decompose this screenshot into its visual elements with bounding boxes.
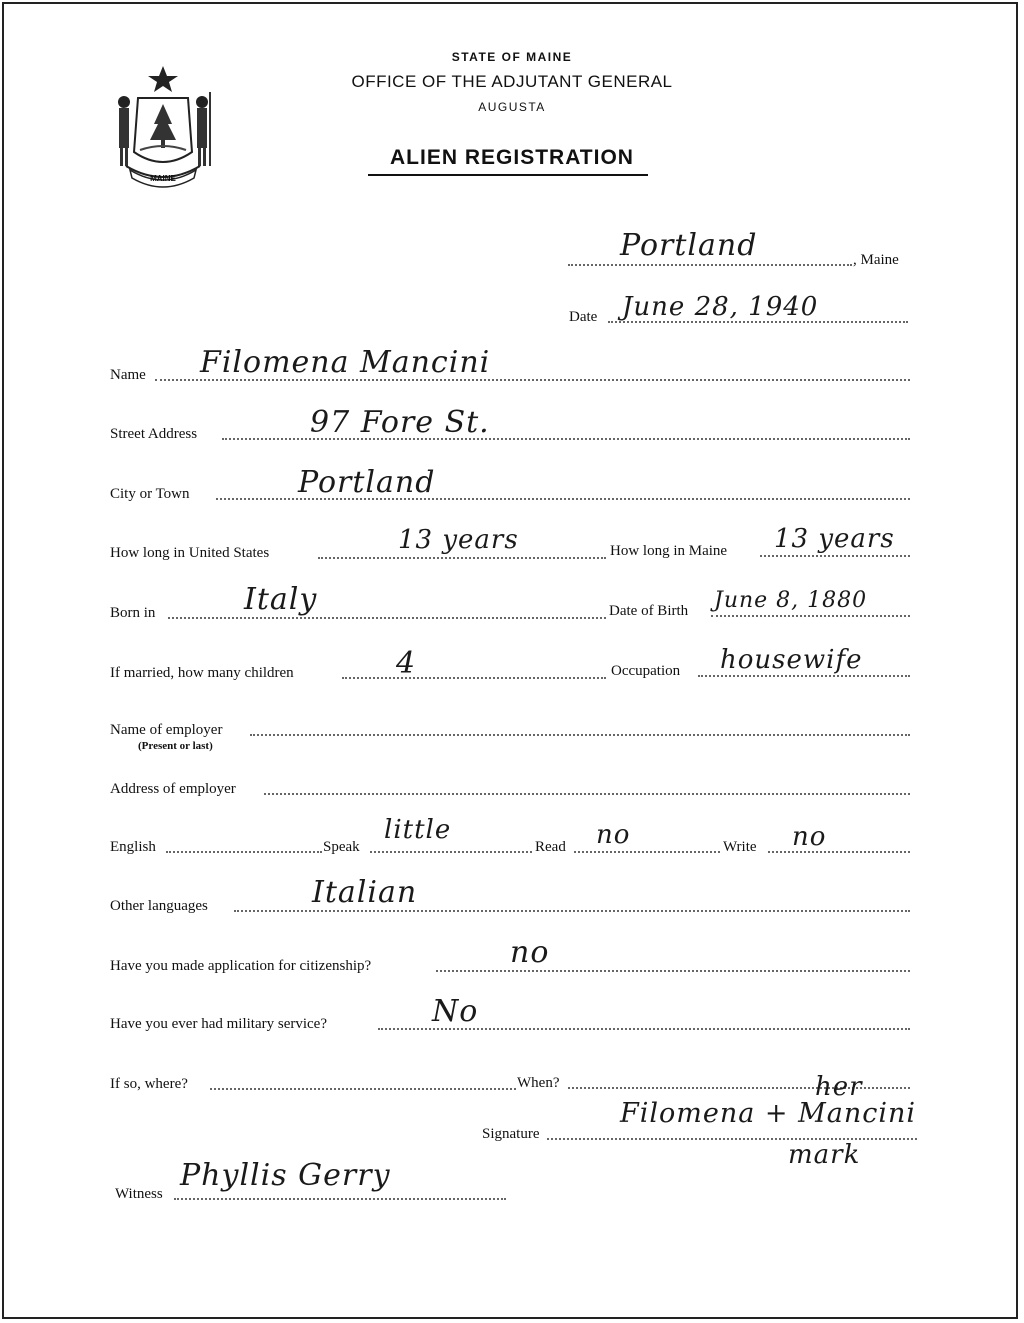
- place-line: [568, 264, 852, 266]
- where-label: If so, where?: [110, 1076, 188, 1092]
- military-label: Have you ever had military service?: [110, 1016, 327, 1032]
- street-label: Street Address: [110, 426, 198, 442]
- how-long-maine-value: 13 years: [774, 524, 895, 554]
- how-long-us-line: [318, 557, 606, 559]
- employer-note: (Present or last): [138, 740, 213, 752]
- other-languages-value: Italian: [312, 875, 418, 910]
- where-line: [210, 1088, 516, 1090]
- street-value: 97 Fore St.: [310, 405, 490, 440]
- how-long-maine-label: How long in Maine: [610, 543, 728, 559]
- born-in-value: Italy: [244, 582, 318, 617]
- occupation-value: housewife: [720, 645, 863, 675]
- children-label: If married, how many children: [110, 665, 294, 681]
- write-line: [768, 851, 910, 853]
- state-heading: STATE OF MAINE: [451, 50, 573, 64]
- witness-label: Witness: [115, 1186, 163, 1202]
- born-in-label: Born in: [110, 605, 156, 621]
- date-label: Date: [569, 309, 598, 325]
- name-label: Name: [110, 367, 146, 383]
- children-value: 4: [396, 646, 417, 681]
- place-value: Portland: [620, 228, 758, 263]
- witness-value: Phyllis Gerry: [180, 1158, 391, 1193]
- military-value: No: [432, 994, 479, 1029]
- speak-value: little: [384, 815, 452, 845]
- city-label: City or Town: [110, 486, 190, 502]
- signature-line: [547, 1138, 917, 1140]
- employer-address-line: [264, 793, 910, 795]
- signature-mark-note: mark: [788, 1140, 861, 1170]
- how-long-us-label: How long in United States: [110, 545, 270, 561]
- employer-line: [250, 734, 910, 736]
- name-value: Filomena Mancini: [200, 345, 491, 380]
- born-in-line: [168, 617, 606, 619]
- read-line: [574, 851, 720, 853]
- witness-line: [174, 1198, 506, 1200]
- city-value: Portland: [298, 465, 436, 500]
- date-value: June 28, 1940: [622, 292, 819, 322]
- employer-address-label: Address of employer: [110, 781, 236, 797]
- citizenship-value: no: [510, 935, 550, 970]
- speak-line: [370, 851, 532, 853]
- dob-label: Date of Birth: [609, 603, 689, 619]
- dob-line: [711, 615, 910, 617]
- write-value: no: [792, 822, 827, 852]
- signature-label: Signature: [482, 1126, 540, 1142]
- how-long-us-value: 13 years: [398, 525, 519, 555]
- children-line: [342, 677, 606, 679]
- speak-label: Speak: [323, 839, 360, 855]
- dob-value: June 8, 1880: [714, 588, 868, 613]
- employer-label: Name of employer: [110, 722, 223, 738]
- english-label: English: [110, 839, 156, 855]
- occupation-line: [698, 675, 910, 677]
- maine-label: , Maine: [853, 252, 899, 268]
- other-languages-line: [234, 910, 910, 912]
- when-label: When?: [517, 1075, 560, 1091]
- read-label: Read: [535, 839, 566, 855]
- english-line: [166, 851, 322, 853]
- form-title: ALIEN REGISTRATION: [390, 146, 634, 169]
- write-label: Write: [723, 839, 757, 855]
- signature-her-mark: her: [815, 1072, 863, 1102]
- citizenship-label: Have you made application for citizenship?: [110, 958, 372, 974]
- other-languages-label: Other languages: [110, 898, 208, 914]
- occupation-label: Occupation: [611, 663, 681, 679]
- city-heading: AUGUSTA: [478, 100, 546, 114]
- title-underline: [368, 174, 648, 176]
- citizenship-line: [436, 970, 910, 972]
- signature-value: Filomena + Mancini: [620, 1098, 917, 1129]
- how-long-maine-line: [760, 555, 910, 557]
- read-value: no: [596, 820, 631, 850]
- seal-banner-text: MAINE: [150, 174, 176, 183]
- office-heading: OFFICE OF THE ADJUTANT GENERAL: [351, 72, 673, 91]
